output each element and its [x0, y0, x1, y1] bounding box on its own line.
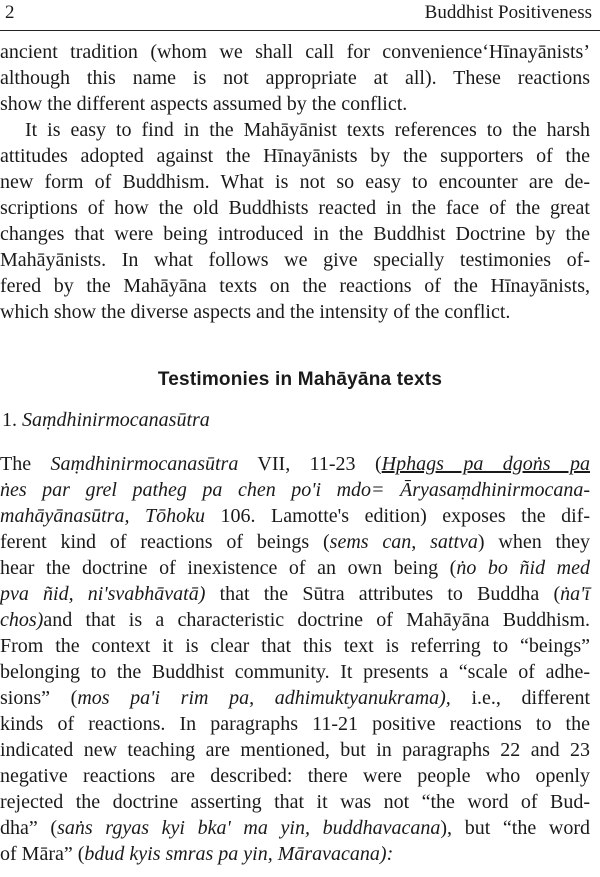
- text-run: dha” (: [0, 817, 58, 839]
- italic-run: pva ñid, ni'svabhāvatā): [0, 583, 206, 605]
- text-line: [0, 504, 590, 528]
- text-line: [0, 530, 590, 554]
- page-number: 2: [5, 2, 15, 23]
- text-line: fered by the Mahāyāna texts on the reactions of the Hīnayānists,: [0, 275, 590, 297]
- text-run: ) when they: [477, 531, 590, 553]
- text-line: which show the diverse aspects and the intensity of the conflict.: [0, 301, 511, 323]
- running-title: Buddhist Positiveness: [424, 2, 592, 23]
- text-run: and that is a characteristic doctrine of Mahāyāna Buddhism.: [43, 609, 590, 631]
- text-line: It is easy to find in the Mahāyānist texts references to the harsh: [25, 119, 590, 141]
- italic-run: saṅs rgyas kyi bka' ma yin, buddhavacana: [57, 817, 441, 839]
- text-run: ferent kind of reactions of beings (: [0, 531, 330, 553]
- text-line: ancient tradition (whom we shall call for convenience‘Hīnayānists’: [0, 41, 590, 63]
- text-line: Mahāyānists. In what follows we give specially testimonies of-: [0, 249, 590, 271]
- text-line: belonging to the Buddhist community. It presents a “scale of adhe-: [0, 661, 590, 683]
- text-run: ), but “the word: [440, 817, 590, 839]
- text-line: [0, 582, 590, 606]
- text-line: although this name is not appropriate at all). These reactions: [0, 67, 590, 89]
- text-line: [0, 842, 590, 866]
- text-run: sions” (: [0, 687, 78, 709]
- subsection-number: 1.: [2, 409, 17, 431]
- italic-run: Hphags pa dgoṅs pa: [381, 453, 591, 475]
- italic-run: mahāyānasūtra, Tōhoku: [0, 505, 205, 527]
- text-line: indicated new teaching are mentioned, but in paragraphs 22 and 23: [0, 739, 590, 761]
- italic-run: chos): [0, 609, 44, 631]
- italic-run: mos pa'i rim pa, adhimuktyanukrama),: [77, 687, 451, 709]
- text-line: [0, 608, 590, 632]
- text-line: [0, 686, 590, 710]
- section-heading: Testimonies in Mahāyāna texts: [157, 369, 443, 390]
- text-line: negative reactions are described: there were people who openly: [0, 765, 590, 787]
- italic-run: ṅes par grel patheg pa chen po'i mdo= Āryasaṃdhinirmocana-: [0, 479, 590, 501]
- text-line: new form of Buddhism. What is not so easy to encounter are de-: [0, 171, 590, 193]
- text-run: 106. Lamotte's edition) exposes the dif-: [204, 505, 590, 527]
- text-line: rejected the doctrine asserting that it was not “the word of Bud-: [0, 791, 590, 813]
- subsection-heading: [2, 408, 210, 432]
- text-run: that the Sūtra attributes to Buddha (: [205, 583, 561, 605]
- text-run: i.e., different: [450, 687, 590, 709]
- text-line: attitudes adopted against the Hīnayānists by the supporters of the: [0, 145, 590, 167]
- text-line: changes that were being introduced in the Buddhist Doctrine by the: [0, 223, 590, 245]
- italic-run: sems can, sattva: [329, 531, 478, 553]
- text-line: [0, 816, 590, 840]
- italic-run: ṅa'ī: [560, 583, 590, 605]
- italic-run: bdud kyis smras pa yin, Māravacana):: [84, 843, 394, 865]
- text-line: [0, 452, 590, 476]
- page-header: [0, 0, 600, 31]
- text-run: hear the doctrine of inexistence of an own being (: [0, 557, 457, 579]
- text-run: of Māra” (: [0, 843, 85, 865]
- text-line: [0, 478, 590, 502]
- text-line: scriptions of how the old Buddhists reacted in the face of the great: [0, 197, 590, 219]
- text-line: kinds of reactions. In paragraphs 11-21 positive reactions to the: [0, 713, 590, 735]
- text-run: VII, 11-23 (: [238, 453, 382, 475]
- italic-run: ṅo bo ñid med: [456, 557, 590, 579]
- text-line: show the different aspects assumed by the conflict.: [0, 93, 408, 115]
- subsection-title: Saṃdhinirmocanasūtra: [22, 409, 210, 431]
- text-line: [0, 556, 590, 580]
- italic-run: Saṃdhinirmocanasūtra: [50, 453, 239, 475]
- text-line: From the context it is clear that this text is referring to “beings”: [0, 635, 590, 657]
- text-run: The: [0, 453, 51, 475]
